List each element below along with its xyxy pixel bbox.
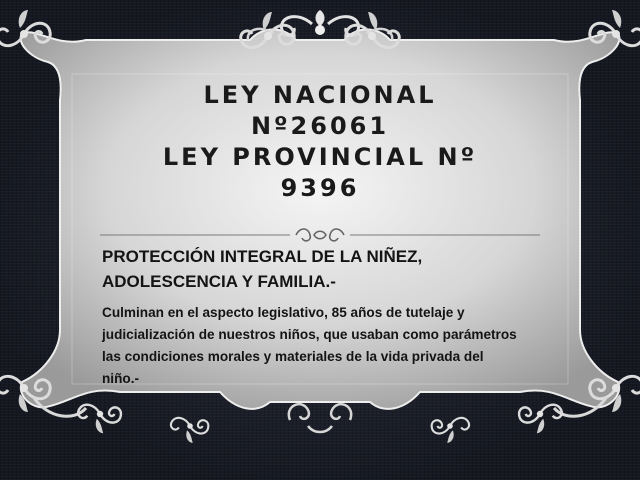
heading-line-1: PROTECCIÓN INTEGRAL DE LA NIÑEZ, bbox=[102, 247, 423, 266]
title-line-3: LEY PROVINCIAL Nº bbox=[162, 143, 478, 171]
title-line-1: LEY NACIONAL bbox=[203, 81, 437, 109]
bottom-scroll-center-icon bbox=[289, 404, 351, 432]
bottom-scroll-center-left-icon bbox=[171, 418, 208, 443]
heading-line-2: ADOLESCENCIA Y FAMILIA.- bbox=[102, 272, 336, 291]
body-line-1: Culminan en el aspecto legislativo, 85 años de tutelaje y bbox=[102, 305, 465, 320]
body-line-4: niño.- bbox=[102, 371, 139, 386]
body-line-2: judicialización de nuestros niños, que usaban como parámetros bbox=[102, 327, 517, 342]
bottom-scroll-center-right-icon bbox=[432, 418, 469, 443]
section-heading bbox=[102, 244, 542, 294]
body-line-3: las condiciones morales y materiales de la vida privada del bbox=[102, 349, 484, 364]
title-line-2: Nº26061 bbox=[250, 112, 390, 140]
title-line-4: 9396 bbox=[280, 174, 360, 202]
body-paragraph bbox=[102, 302, 542, 390]
slide-title bbox=[140, 80, 500, 204]
